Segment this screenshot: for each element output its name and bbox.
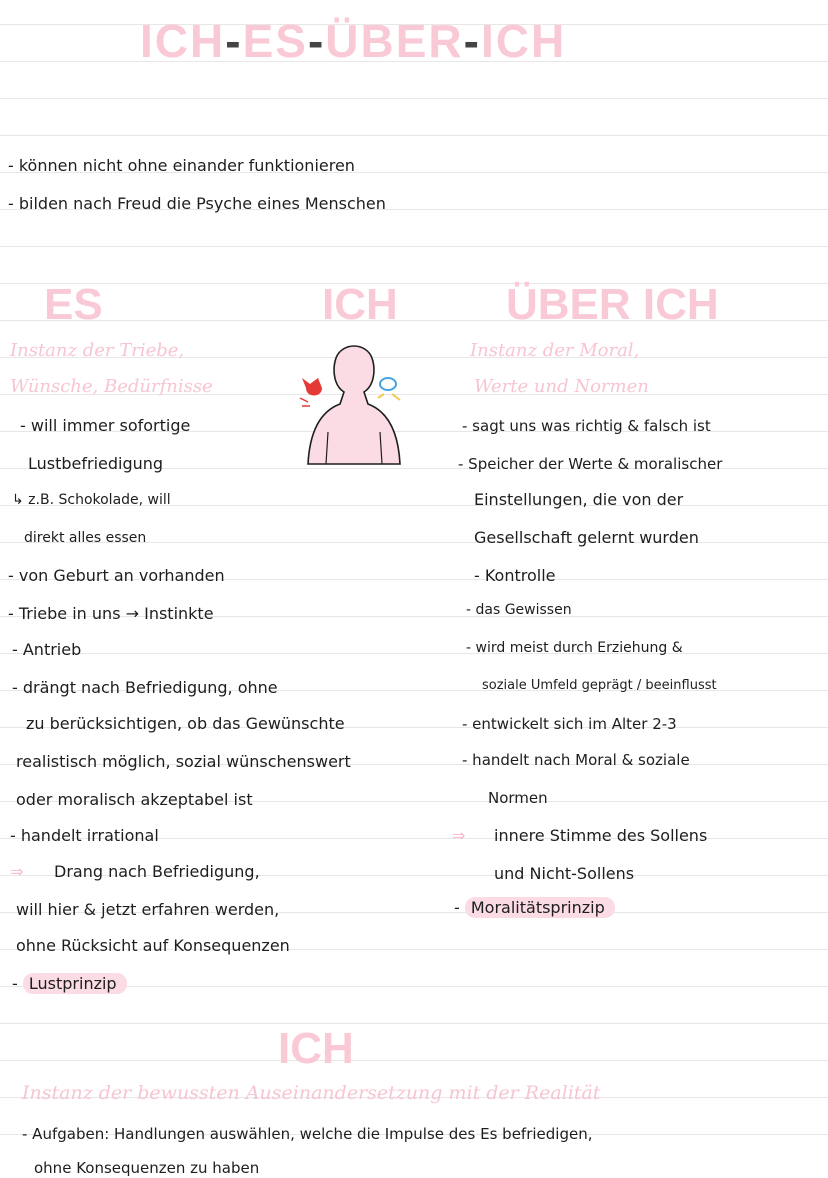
heading-ich-bottom: ICH [278, 1024, 354, 1073]
ueber-ich-line: - das Gewissen [466, 602, 572, 618]
es-line: - will immer sofortige [20, 416, 191, 435]
es-arrow-line: will hier & jetzt erfahren werden, [16, 900, 280, 919]
ueber-ich-line: Gesellschaft gelernt wurden [474, 528, 699, 547]
ueber-ich-principle: Moralitätsprinzip [465, 897, 615, 918]
title-ich: ICH [140, 15, 226, 67]
ueber-ich-line: - sagt uns was richtig & falsch ist [462, 417, 711, 435]
ueber-ich-principle-dash: - [454, 898, 460, 917]
heading-es: ES [44, 280, 103, 329]
es-arrow-line: ohne Rücksicht auf Konsequenzen [16, 936, 290, 955]
person-figure-icon [298, 340, 410, 468]
es-line: - handelt irrational [10, 826, 159, 845]
es-principle-dash: - [12, 974, 18, 993]
es-line: - Triebe in uns → Instinkte [8, 604, 214, 623]
es-line: - drängt nach Befriedigung, ohne [12, 678, 278, 697]
heading-ich-center: ICH [322, 280, 398, 329]
ueber-ich-arrow-line: und Nicht-Sollens [494, 864, 635, 883]
heading-ueber-ich: ÜBER ICH [506, 280, 719, 329]
devil-icon [300, 378, 322, 406]
intro-line: - bilden nach Freud die Psyche eines Menschen [8, 194, 386, 213]
es-line: direkt alles essen [24, 530, 147, 546]
es-line: - von Geburt an vorhanden [8, 566, 225, 585]
ueber-ich-subtitle: Instanz der Moral, [470, 340, 640, 361]
ueber-ich-arrow-icon: ⇒ [452, 826, 466, 845]
intro-line: - können nicht ohne einander funktionieren [8, 156, 355, 175]
ueber-ich-arrow-line: innere Stimme des Sollens [494, 826, 708, 845]
ich-bottom-line: - Aufgaben: Handlungen auswählen, welche die Impulse des Es befriedigen, [22, 1125, 593, 1143]
title-ich-2: ICH [480, 15, 567, 67]
ueber-ich-line: - entwickelt sich im Alter 2-3 [462, 715, 677, 733]
es-line: oder moralisch akzeptabel ist [16, 790, 253, 809]
ueber-ich-line: - wird meist durch Erziehung & [466, 640, 683, 656]
es-line: Lustbefriedigung [28, 454, 164, 473]
es-line: zu berücksichtigen, ob das Gewünschte [26, 714, 345, 733]
ueber-ich-line: - handelt nach Moral & soziale [462, 751, 690, 769]
title-es: ES [242, 15, 308, 67]
ueber-ich-line: Normen [488, 789, 548, 807]
ueber-ich-line: soziale Umfeld geprägt / beeinflusst [482, 678, 717, 693]
ueber-ich-line: - Speicher der Werte & moralischer [458, 455, 723, 473]
es-line: ↳ z.B. Schokolade, will [12, 492, 171, 508]
es-subtitle: Instanz der Triebe, [10, 340, 185, 361]
ueber-ich-line: Einstellungen, die von der [474, 490, 684, 509]
es-principle: Lustprinzip [23, 973, 127, 994]
ueber-ich-line: - Kontrolle [474, 566, 556, 585]
ich-bottom-subtitle: Instanz der bewussten Auseinandersetzung mit der Realität [22, 1082, 601, 1104]
es-subtitle: Wünsche, Bedürfnisse [10, 376, 213, 397]
page-title: ICH-ES-ÜBER-ICH [140, 15, 567, 67]
ueber-ich-subtitle: Werte und Normen [474, 376, 649, 397]
es-arrow-line: Drang nach Befriedigung, [54, 862, 260, 881]
es-line: realistisch möglich, sozial wünschenswert [16, 752, 351, 771]
ich-bottom-line: ohne Konsequenzen zu haben [34, 1159, 260, 1177]
es-arrow-icon: ⇒ [10, 862, 24, 881]
es-line: - Antrieb [12, 640, 82, 659]
angel-halo-icon [378, 378, 400, 400]
title-ueber: ÜBER [325, 15, 464, 67]
